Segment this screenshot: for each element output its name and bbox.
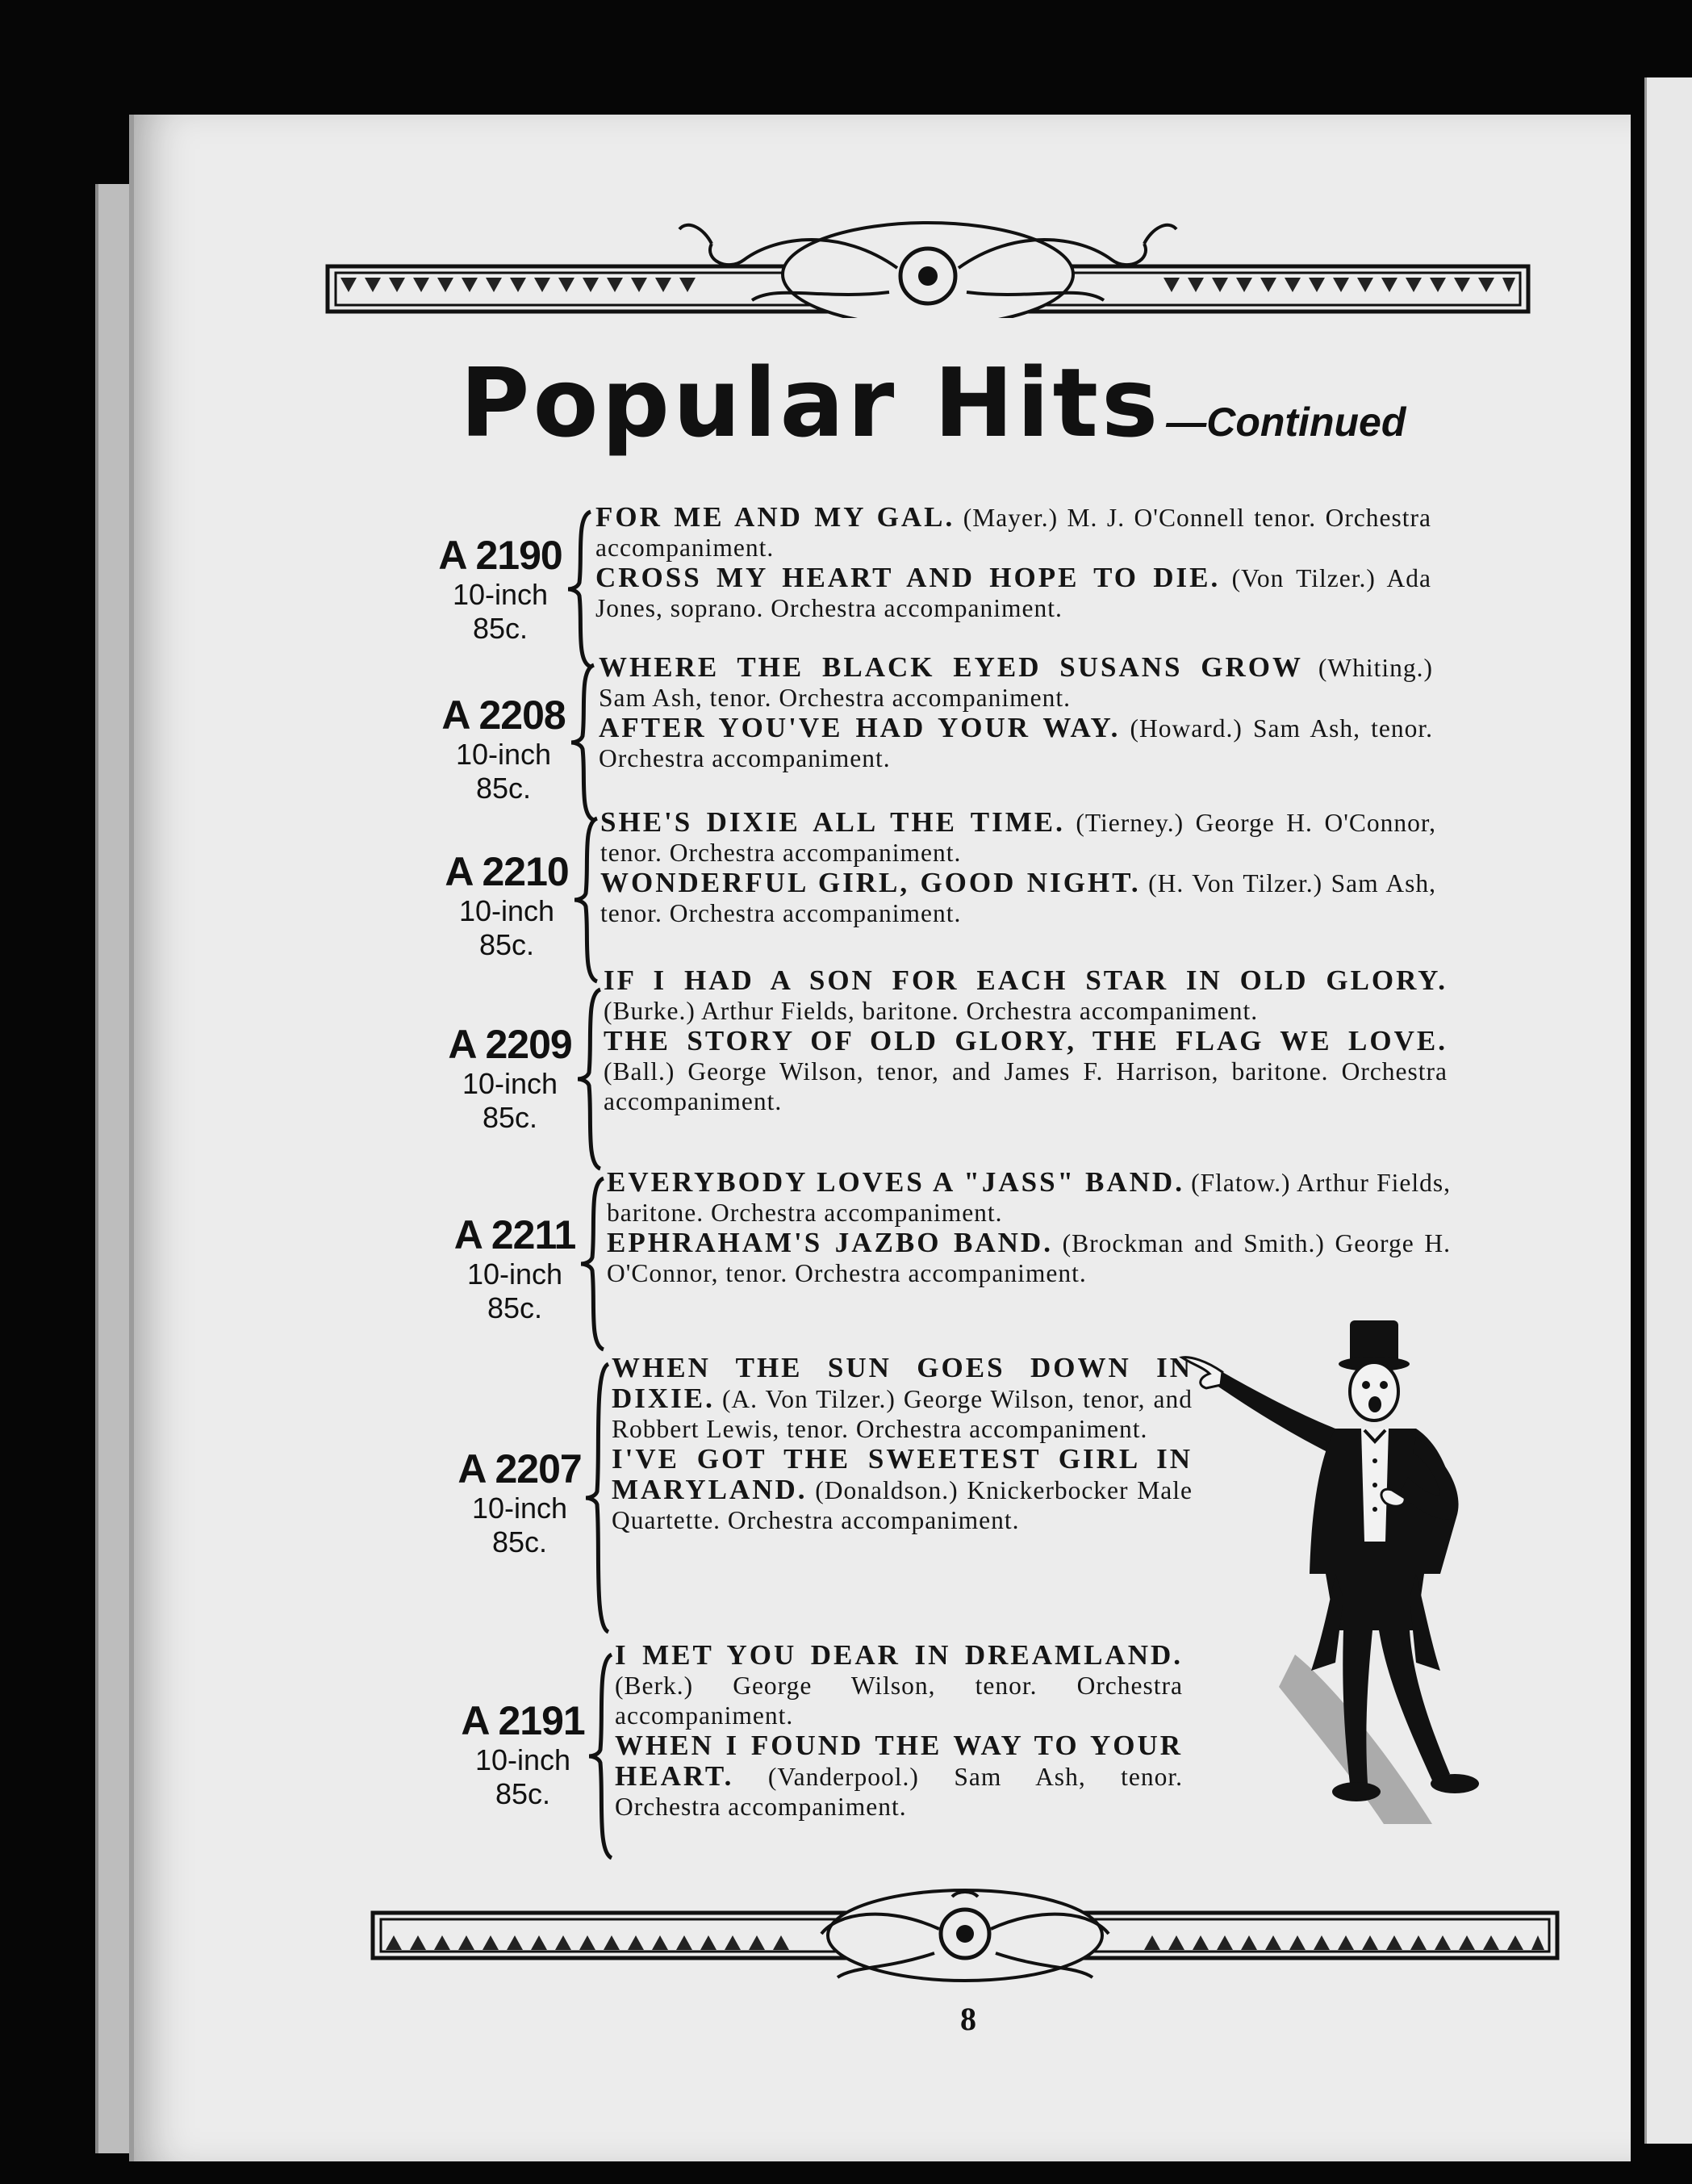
song-details: (Mayer.) M. J. O'Connell tenor. Orchestra accompaniment. [595,504,1431,562]
song-entry [604,1026,1448,1116]
song-title: AFTER YOU'VE HAD YOUR WAY. [599,712,1121,743]
song-details: (Flatow.) Arthur Fields, baritone. Orchestra accompaniment. [607,1169,1452,1227]
record-number: A 2190 [438,533,562,578]
record-size: 10-inch [462,1067,558,1100]
song-details: (H. Von Tilzer.) Sam Ash, tenor. Orchestra accompaniment. [600,869,1436,927]
record-label [421,1022,599,1135]
record-label [426,1212,604,1325]
brace-icon [586,1651,618,1861]
song-entry [599,652,1433,713]
song-entry [595,502,1431,563]
record-label [415,692,592,805]
record-songs [604,965,1448,1116]
song-details: (Howard.) Sam Ash, tenor. Orchestra accompaniment. [599,714,1433,772]
record-label [418,849,595,962]
bottom-ornament-banner [370,1889,1560,1987]
song-title: WHERE THE BLACK EYED SUSANS GROW [599,651,1304,683]
song-details: (Vanderpool.) Sam Ash, tenor. Orchestra accompaniment. [615,1763,1183,1821]
song-entry [600,868,1436,928]
brace-icon [574,986,607,1172]
record-size: 10-inch [471,1492,568,1525]
record-label [431,1446,608,1559]
song-details: (Tierney.) George H. O'Connor, tenor. Orchestra accompaniment. [600,809,1436,867]
song-details: (Berk.) George Wilson, tenor. Orchestra accompaniment. [615,1671,1183,1730]
song-entry [599,713,1433,773]
record-number: A 2209 [448,1022,572,1067]
song-title: I MET YOU DEAR IN DREAMLAND. [615,1639,1183,1671]
record-price: 85c. [487,1291,543,1324]
song-entry [612,1444,1193,1535]
brace-icon [583,1361,615,1635]
song-title: WHEN I FOUND THE WAY TO YOUR HEART. [615,1730,1183,1792]
song-details: (Von Tilzer.) Ada Jones, soprano. Orchestra accompaniment. [595,564,1431,622]
brace-icon [571,815,604,985]
song-details: (Brockman and Smith.) George H. O'Connor, tenor. Orchestra accompaniment. [607,1229,1451,1287]
song-entry [607,1167,1451,1228]
song-title: IF I HAD A SON FOR EACH STAR IN OLD GLORY. [604,964,1448,996]
song-title: EPHRAHAM'S JAZBO BAND. [607,1227,1053,1258]
record-songs [612,1353,1193,1535]
song-details: (A. Von Tilzer.) George Wilson, tenor, and Robbert Lewis, tenor. Orchestra accompaniment. [612,1385,1193,1443]
song-entry [600,807,1436,868]
record-price: 85c. [475,772,532,805]
page-number: 8 [960,2001,976,2037]
brace-icon [565,508,597,670]
song-details: (Whiting.) Sam Ash, tenor. Orchestra accompaniment. [599,654,1434,712]
record-songs [599,652,1433,773]
song-title: WONDERFUL GIRL, GOOD NIGHT. [600,867,1141,898]
song-entry [612,1353,1193,1444]
song-details: (Burke.) Arthur Fields, baritone. Orchestra accompaniment. [604,997,1259,1025]
song-entry [615,1730,1183,1822]
record-songs [600,807,1436,928]
record-size: 10-inch [458,894,555,927]
record-songs [607,1167,1451,1288]
song-entry [607,1228,1451,1288]
song-details: (Donaldson.) Knickerbocker Male Quartette. Orchestra accompaniment. [612,1476,1193,1534]
record-number: A 2207 [457,1446,582,1492]
song-details: (Ball.) George Wilson, tenor, and James F. Harrison, baritone. Orchestra accompaniment. [604,1057,1448,1115]
record-label [412,533,589,646]
record-number: A 2191 [461,1698,585,1743]
record-price: 85c. [482,1101,538,1134]
record-number: A 2211 [453,1212,576,1257]
brace-icon [578,1175,610,1353]
record-size: 10-inch [452,578,549,611]
record-songs [595,502,1431,623]
record-price: 85c. [495,1777,551,1810]
song-entry [604,965,1448,1026]
song-title: WHEN THE SUN GOES DOWN IN DIXIE. [612,1352,1193,1414]
record-size: 10-inch [466,1257,563,1291]
song-title: THE STORY OF OLD GLORY, THE FLAG WE LOVE. [604,1025,1448,1056]
song-title: SHE'S DIXIE ALL THE TIME. [600,806,1065,838]
record-label [434,1698,612,1811]
song-title: I'VE GOT THE SWEETEST GIRL IN MARYLAND. [612,1443,1193,1505]
song-title: FOR ME AND MY GAL. [595,501,955,533]
record-size: 10-inch [474,1743,571,1776]
record-songs [615,1640,1183,1822]
record-size: 10-inch [455,738,552,771]
record-number: A 2210 [445,849,569,894]
song-entry [615,1640,1183,1730]
song-title: CROSS MY HEART AND HOPE TO DIE. [595,562,1221,593]
song-entry [595,563,1431,623]
record-price: 85c. [472,612,528,645]
title-continued: —Continued [1166,400,1406,445]
title-main: Popular Hits [460,347,1162,458]
top-hat-performer-icon [1174,1307,1545,1840]
record-price: 85c. [478,928,535,961]
brace-icon [568,662,600,823]
record-number: A 2208 [441,692,566,738]
record-price: 85c. [491,1525,548,1559]
song-title: EVERYBODY LOVES A "JASS" BAND. [607,1166,1184,1198]
